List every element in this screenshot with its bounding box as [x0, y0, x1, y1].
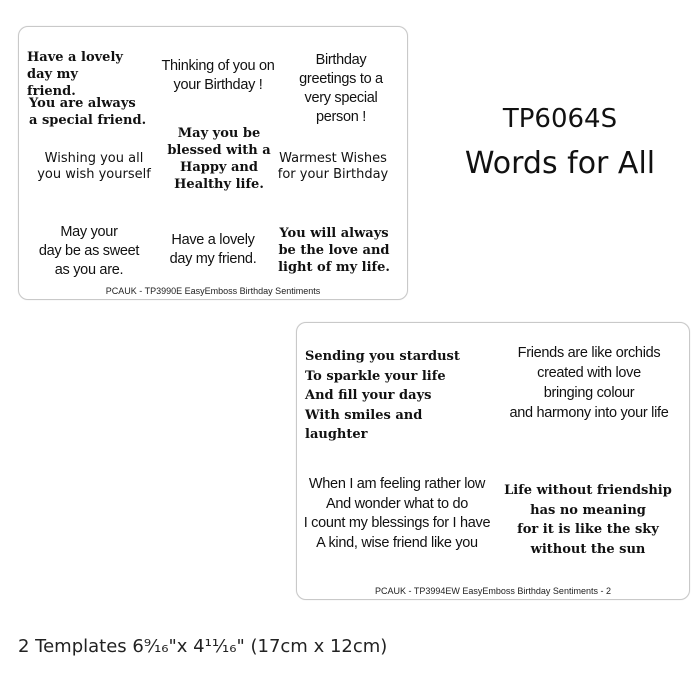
- sentiment-you-will-always: You will always be the love and light of my life.: [278, 226, 390, 275]
- sentiment-life-without-friendship: Life without friendship has no meaning for it is like the sky without the sun: [504, 483, 672, 557]
- product-title: Words for All: [464, 146, 656, 181]
- sentiment-warmest-wishes: Warmest Wishes for your Birthday: [277, 151, 389, 182]
- product-code: TP6064S: [502, 104, 618, 134]
- sentiment-have-a-lovely-day-1: Have a lovely day my friend.: [27, 50, 123, 99]
- sentiment-may-your-day: May your day be as sweet as you are.: [38, 224, 140, 278]
- sentiment-wishing-you-all: Wishing you all you wish yourself: [37, 151, 151, 182]
- sentiment-thinking-of-you: Thinking of you on your Birthday !: [161, 58, 275, 93]
- template-size-info: 2 Templates 6⁹⁄₁₆"x 4¹¹⁄₁₆" (17cm x 12cm): [18, 636, 388, 657]
- template-card-2: [296, 322, 690, 600]
- sentiment-birthday-greetings: Birthday greetings to a very special person !: [299, 52, 383, 125]
- sentiment-friends-are-like-orchids: Friends are like orchids created with love bringing colour and harmony into your life: [509, 345, 669, 421]
- sentiment-when-i-am-feeling: When I am feeling rather low And wonder what to do I count my blessings for I have A kind, wise friend like you: [303, 476, 491, 551]
- template-2-footer: PCAUK - TP3994EW EasyEmboss Birthday Sentiments - 2: [375, 586, 611, 596]
- template-card-1: [18, 26, 408, 300]
- sentiment-sending-you-stardust: Sending you stardust To sparkle your life And fill your days With smiles and laughter: [305, 349, 460, 442]
- sentiment-may-you-be-blessed: May you be blessed with a Happy and Healthy life.: [167, 126, 271, 192]
- sentiment-have-a-lovely-day-2: Have a lovely day my friend.: [169, 232, 257, 267]
- sentiment-special-friend: You are always a special friend.: [29, 96, 147, 128]
- template-1-footer: PCAUK - TP3990E EasyEmboss Birthday Sentiments: [105, 286, 321, 296]
